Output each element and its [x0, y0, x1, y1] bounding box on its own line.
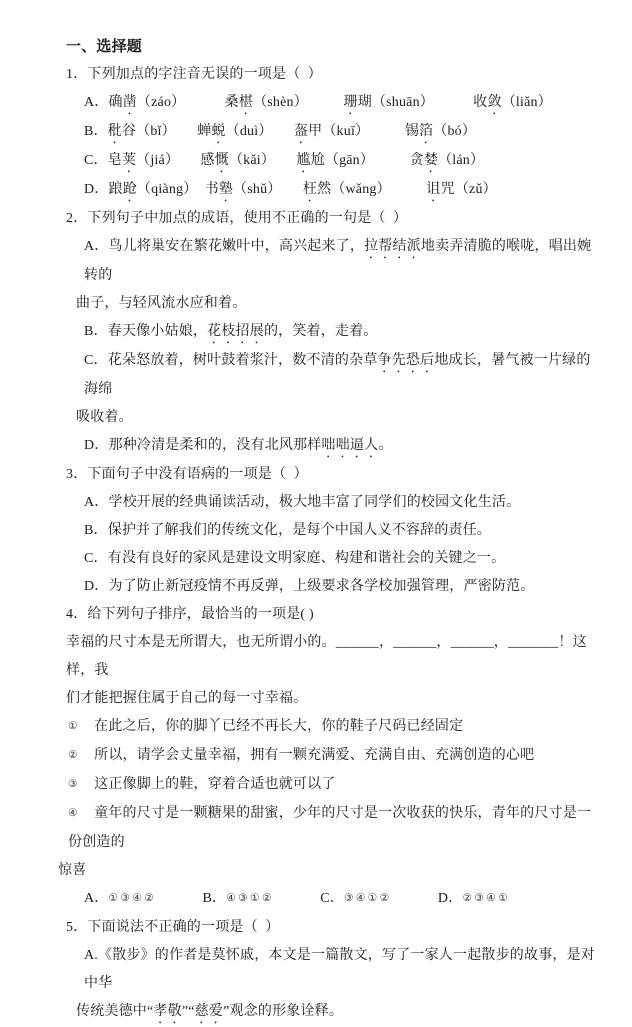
emphasized-text: 花枝招展: [207, 324, 264, 339]
text-segment: （shǔ）: [233, 182, 303, 197]
q5-option-a: [84, 942, 602, 998]
text-segment: 这正像脚上的鞋，穿着合适也就可以了: [79, 777, 336, 792]
emphasized-text: 尴: [296, 153, 311, 168]
text-segment: B．: [202, 891, 227, 906]
question-3: [66, 461, 602, 489]
q2-option-a-cont: [76, 290, 602, 318]
q2-option-c: [84, 347, 602, 404]
emphasized-text: 孝敬: [153, 1004, 182, 1019]
text-segment: ”观念的形象诠释。: [223, 1004, 344, 1019]
emphasized-text: 秕: [107, 124, 122, 139]
emphasized-text: 咄咄逼人: [321, 438, 379, 453]
text-segment: A．学校开展的经典诵读活动，极大地丰富了同学们的校园文化生活。: [84, 495, 521, 510]
text-segment: D．为了防止新冠疫情不再反弹，上级要求各学校加强管理，严密防范。: [84, 579, 535, 594]
text-segment: 甲（kuī） 锡: [308, 124, 420, 139]
q3-option-b: [84, 517, 602, 545]
text-segment: D．踉: [84, 182, 123, 197]
q3-option-a: [84, 489, 602, 517]
q1-option-b: [84, 118, 602, 147]
text-segment: A．鸟儿将巢安在繁花嫩叶中，高兴起来了，: [84, 239, 365, 254]
text-segment: C．有没有良好的家风是建设文明家庭、构建和谐社会的关键之一。: [84, 551, 506, 566]
question-4: [66, 601, 602, 629]
q4-sentence-4: [68, 800, 602, 857]
text-segment: 4．给下列句子排序，最恰当的一项是( ): [66, 607, 314, 622]
q4-sentence-4-cont: [58, 857, 602, 885]
text-segment: [274, 891, 320, 906]
emphasized-text: 敛: [487, 95, 502, 110]
text-segment: （qiàng） 书: [136, 182, 219, 197]
text-segment: 5．下面说法不正确的一项是（ ）: [66, 920, 280, 935]
text-segment: （bó）: [433, 124, 477, 139]
question-2: [66, 205, 602, 233]
emphasized-text: 凿: [122, 95, 137, 110]
circled-number: ③: [68, 779, 80, 790]
circled-number: ④③①②: [226, 893, 274, 904]
circled-number: ①③④②: [108, 893, 157, 904]
emphasized-text: 争先恐后: [377, 353, 435, 368]
text-segment: 童年的尺寸是一颗糖果的甜蜜，少年的尺寸是一次收获的快乐，青年的尺寸是一份创造的: [68, 806, 592, 850]
text-segment: （duì）: [225, 124, 294, 139]
q1-option-a: [84, 89, 602, 118]
q3-option-d: [84, 573, 602, 601]
question-5: [66, 914, 602, 942]
text-segment: B．保护并了解我们的传统文化，是每个中国人义不容辞的责任。: [84, 523, 492, 538]
text-segment: B．: [84, 124, 108, 139]
q4-sentence-1: [68, 713, 602, 742]
q4-stem: [66, 629, 602, 685]
q4-stem-cont: [66, 685, 602, 713]
text-segment: （liǎn）: [501, 95, 552, 110]
emphasized-text: 诅: [426, 182, 441, 197]
q2-option-b: [84, 318, 602, 347]
circled-number: ④: [68, 808, 80, 819]
text-segment: B．春天像小姑娘，: [84, 324, 208, 339]
emphasized-text: 慈爱: [194, 1004, 224, 1019]
emphasized-text: 塾: [218, 182, 234, 197]
text-segment: 谷（bǐ） 蝉: [121, 124, 212, 139]
emphasized-text: 椹: [238, 95, 254, 110]
emphasized-text: 慨: [214, 153, 229, 168]
text-segment: 2．下列句子中加点的成语，使用不正确的一句是（ ）: [66, 211, 408, 226]
q2-option-c-cont: [76, 404, 602, 432]
text-segment: 3．下面句子中没有语病的一项是（ ）: [66, 467, 308, 482]
q4-choices: [84, 885, 602, 914]
q4-sentence-2: [68, 742, 602, 771]
q2-option-d: [84, 432, 602, 461]
text-segment: 然（wǎng）: [317, 182, 427, 197]
emphasized-text: 珊: [343, 95, 358, 110]
emphasized-text: 盔: [293, 124, 309, 139]
emphasized-text: 婪: [423, 153, 439, 168]
text-segment: 在此之后，你的脚丫已经不再长大，你的鞋子尺码已经固定: [79, 719, 464, 734]
circled-number: ②③④①: [462, 893, 511, 904]
text-segment: A.《散步》的作者是莫怀戚，本文是一篇散文，写了一家人一起散步的故事，是对中华: [84, 948, 596, 991]
emphasized-text: 拉帮结派: [364, 239, 421, 254]
text-segment: [156, 891, 202, 906]
emphasized-text: 跄: [122, 182, 137, 197]
emphasized-text: 枉: [302, 182, 318, 197]
text-segment: （lán）: [438, 153, 485, 168]
text-segment: 所以，请学会丈量幸福，拥有一颗充满爱、充满自由、充满创造的心吧: [79, 748, 535, 763]
text-segment: 咒（zǔ）: [440, 182, 497, 197]
text-segment: （shèn）: [253, 95, 344, 110]
text-segment: 地成长，暑气被一片绿的海绵: [84, 353, 591, 397]
text-segment: ”“: [181, 1004, 195, 1019]
q3-option-c: [84, 545, 602, 573]
text-segment: 尬（gān） 贪: [310, 153, 424, 168]
text-segment: 惊喜: [58, 863, 87, 878]
text-segment: （kǎi）: [228, 153, 297, 168]
emphasized-text: 箔: [419, 124, 434, 139]
text-segment: C．花朵怒放着，树叶鼓着浆汁，数不清的杂草: [84, 353, 378, 368]
text-segment: 一、选择题: [66, 39, 143, 55]
text-segment: （záo） 桑: [136, 95, 239, 110]
q5-option-a-cont: [76, 998, 602, 1027]
text-segment: 传统美德中“: [76, 1004, 154, 1019]
text-segment: C．: [320, 891, 344, 906]
text-segment: A．确: [84, 95, 123, 110]
text-segment: （jiá） 感: [136, 153, 215, 168]
text-segment: 吸收着。: [76, 410, 133, 425]
emphasized-text: 蜕: [211, 124, 226, 139]
text-segment: 的，笑着，走着。: [263, 324, 378, 339]
text-segment: C．皂: [84, 153, 122, 168]
text-segment: D．那种冷清是柔和的，没有北风那样: [84, 438, 322, 453]
text-segment: 地卖弄清脆的喉咙，唱出婉转的: [84, 239, 592, 283]
circled-number: ③④①②: [343, 893, 392, 904]
emphasized-text: 荚: [121, 153, 137, 168]
q4-sentence-3: [68, 771, 602, 800]
q1-option-c: [84, 147, 602, 176]
text-segment: [392, 891, 438, 906]
text-segment: 1．下列加点的字注音无误的一项是（ ）: [66, 67, 322, 82]
q1-option-d: [84, 176, 602, 205]
text-segment: 瑚（shuān） 收: [357, 95, 488, 110]
q2-option-a: [84, 233, 602, 290]
text-segment: D．: [437, 891, 463, 906]
text-segment: 幸福的尺寸本是无所谓大，也无所谓小的。______，______，______，_______！这样，我: [66, 635, 587, 678]
text-segment: 。: [378, 438, 393, 453]
circled-number: ①: [68, 721, 80, 732]
text-segment: 曲子，与轻风流水应和着。: [76, 296, 247, 311]
section-title: [66, 33, 602, 61]
text-segment: 们才能把握住属于自己的每一寸幸福。: [66, 691, 308, 706]
text-segment: A．: [84, 891, 109, 906]
question-1: [66, 61, 602, 89]
circled-number: ②: [68, 750, 80, 761]
